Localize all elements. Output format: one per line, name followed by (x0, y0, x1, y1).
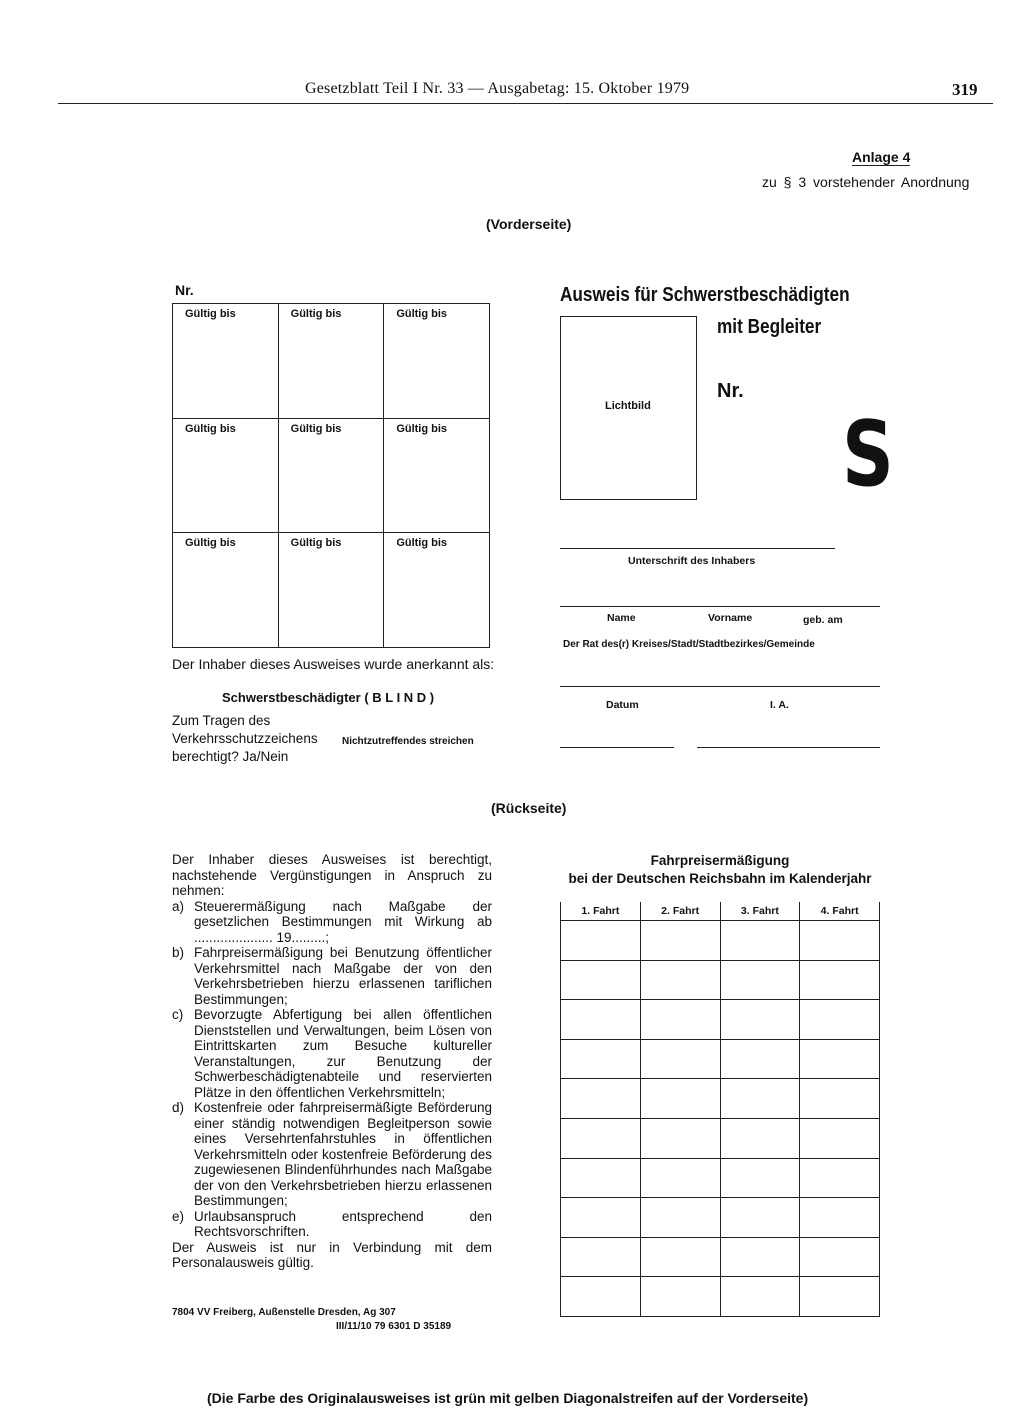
strike-note: Nichtzutreffendes streichen (342, 736, 474, 747)
name-label: Name (607, 612, 636, 624)
benefit-text: Kostenfreie oder fahrpreisermäßigte Beförderung einer ständig notwendigen Begleitperson sowie eines Versehrtenfahrstuhles in öffentlichen Verkehrsmitteln oder kostenfreie Beförderung des zugewiesenen Blindenführhundes nach Maßgabe der von den Verkehrsbetrieben hierzu erlassenen Bestimmungen; (194, 1100, 492, 1208)
journey-row (561, 1158, 880, 1198)
benefit-text: Bevorzugte Abfertigung bei allen öffentlichen Dienststellen und Verwaltungen, beim Lösen von Eintrittskarten zum Besuche kultureller Veranstaltungen, zur Benutzung der Schwerbeschädigtenabteile und reservierten Plätze in den öffentlichen Verkehrsmitteln; (194, 1007, 492, 1100)
journey-stamp-cell (800, 1000, 880, 1040)
journey-row (561, 1277, 880, 1317)
journey-stamp-cell (561, 1158, 641, 1198)
front-side-label: (Vorderseite) (486, 216, 572, 232)
benefit-item (172, 1209, 492, 1240)
benefit-label: e) (172, 1208, 185, 1224)
validity-cell: Gültig bis (384, 304, 490, 419)
validity-cell: Gültig bis (173, 533, 279, 648)
journey-row (561, 1039, 880, 1079)
journey-stamp-cell (720, 1079, 800, 1119)
validity-grid (172, 303, 490, 648)
council-label: Der Rat des(r) Kreises/Stadt/Stadtbezirkes/Gemeinde (563, 639, 815, 650)
back-side-label: (Rückseite) (491, 800, 567, 816)
journey-row (561, 1000, 880, 1040)
journey-row (561, 1198, 880, 1238)
benefit-text: Steuerermäßigung nach Maßgabe der gesetzlichen Bestimmungen mit Wirkung ab ..................... 19.........; (194, 898, 492, 945)
validity-cell: Gültig bis (173, 304, 279, 419)
council-line (560, 686, 880, 687)
validity-cell: Gültig bis (173, 418, 279, 533)
journey-stamp-cell (800, 1039, 880, 1079)
journey-stamp-cell (640, 960, 720, 1000)
date-label: Datum (606, 699, 639, 711)
journey-stamp-cell (561, 1039, 641, 1079)
number-label: Nr. (175, 282, 194, 298)
journey-column-header: 4. Fahrt (800, 902, 880, 921)
header-rule (58, 103, 993, 104)
gazette-header: Gesetzblatt Teil I Nr. 33 — Ausgabetag: 15. Oktober 1979 (305, 80, 690, 97)
sign-question: Zum Tragen des Verkehrsschutzzeichens berechtigt? Ja/Nein (172, 713, 318, 764)
journey-stamp-cell (720, 960, 800, 1000)
journey-row (561, 1118, 880, 1158)
fare-reduction-title (560, 852, 880, 888)
journey-stamp-cell (561, 960, 641, 1000)
journey-stamp-cell (640, 1237, 720, 1277)
journey-stamp-cell (640, 1039, 720, 1079)
journey-stamp-cell (561, 1198, 641, 1238)
signature-line (560, 548, 835, 549)
benefit-label: c) (172, 1007, 184, 1022)
journey-stamp-cell (720, 1277, 800, 1317)
recognition-text: Der Inhaber dieses Ausweises wurde anerkannt als: (172, 656, 495, 672)
footer-color-note: (Die Farbe des Originalausweises ist grün mit gelben Diagonalstreifen auf der Vorderseite) (207, 1390, 809, 1406)
benefit-text: Fahrpreisermäßigung bei Benutzung öffentlicher Verkehrsmittel nach Maßgabe der von den Verkehrsbetrieben hierzu erlassenen tariflichen Bestimmungen; (194, 945, 492, 1007)
journey-stamp-cell (800, 921, 880, 961)
annex-label: Anlage 4 (852, 149, 911, 165)
journey-row (561, 1237, 880, 1277)
annex-reference: zu § 3 vorstehender Anordnung (762, 174, 970, 190)
journey-stamp-cell (720, 1237, 800, 1277)
journey-stamp-cell (800, 1198, 880, 1238)
journey-row (561, 1079, 880, 1119)
benefits-intro: Der Inhaber dieses Ausweises ist berechtigt, nachstehende Vergünstigungen in Anspruch zu nehmen: (172, 852, 492, 898)
journey-stamp-cell (561, 921, 641, 961)
fare-table-body (561, 921, 880, 1317)
journey-stamp-cell (720, 921, 800, 961)
journey-stamp-cell (561, 1237, 641, 1277)
birth-label: geb. am (803, 614, 843, 626)
validity-cell: Gültig bis (384, 533, 490, 648)
journey-stamp-cell (800, 1158, 880, 1198)
printer-imprint (172, 1306, 451, 1334)
first-name-label: Vorname (708, 612, 753, 624)
card-subtitle: mit Begleiter (717, 316, 822, 338)
card-title: Ausweis für Schwerstbeschädigten (560, 284, 850, 306)
journey-stamp-cell (800, 960, 880, 1000)
journey-stamp-cell (640, 1158, 720, 1198)
journey-stamp-cell (640, 1000, 720, 1040)
journey-stamp-cell (720, 1118, 800, 1158)
journey-column-header: 1. Fahrt (561, 902, 641, 921)
benefits-text (172, 852, 492, 1271)
ia-signature-line (697, 747, 880, 748)
journey-stamp-cell (640, 1079, 720, 1119)
ia-label: I. A. (770, 699, 789, 711)
journey-stamp-cell (800, 1277, 880, 1317)
journey-stamp-cell (640, 921, 720, 961)
validity-closing: Der Ausweis ist nur in Verbindung mit dem Personalausweis gültig. (172, 1239, 492, 1270)
category-letter: S (842, 402, 894, 507)
validity-cell: Gültig bis (278, 533, 384, 648)
date-line (560, 747, 674, 748)
printer-line-2: III/11/10 79 6301 D 35189 (336, 1321, 452, 1332)
fare-title-line-1: Fahrpreisermäßigung (650, 853, 790, 868)
benefit-label: a) (172, 898, 185, 914)
photo-label: Lichtbild (605, 400, 651, 412)
benefit-label: d) (172, 1100, 185, 1115)
journey-stamp-cell (720, 1158, 800, 1198)
validity-cell: Gültig bis (278, 304, 384, 419)
signature-label: Unterschrift des Inhabers (628, 555, 756, 567)
benefit-item (172, 945, 492, 1007)
journey-stamp-cell (800, 1237, 880, 1277)
journey-stamp-cell (640, 1277, 720, 1317)
fare-journey-table (560, 902, 880, 1317)
journey-stamp-cell (800, 1079, 880, 1119)
printer-line-1: 7804 VV Freiberg, Außenstelle Dresden, Ag 307 (172, 1307, 396, 1318)
journey-stamp-cell (561, 1118, 641, 1158)
journey-stamp-cell (800, 1118, 880, 1158)
page-number: 319 (952, 80, 978, 99)
card-number-label: Nr. (717, 380, 744, 402)
journey-column-header: 2. Fahrt (640, 902, 720, 921)
benefit-text: Urlaubsanspruch entsprechend den Rechtsvorschriften. (194, 1208, 492, 1239)
journey-stamp-cell (561, 1000, 641, 1040)
journey-stamp-cell (561, 1277, 641, 1317)
journey-stamp-cell (640, 1118, 720, 1158)
name-line (560, 606, 880, 607)
benefit-item (172, 1100, 492, 1209)
journey-stamp-cell (561, 1079, 641, 1119)
validity-cell: Gültig bis (384, 418, 490, 533)
journey-row (561, 960, 880, 1000)
benefit-label: b) (172, 945, 185, 960)
journey-column-header: 3. Fahrt (720, 902, 800, 921)
journey-stamp-cell (720, 1000, 800, 1040)
recognition-value: Schwerstbeschädigter ( B L I N D ) (222, 690, 435, 705)
validity-cell: Gültig bis (278, 418, 384, 533)
journey-stamp-cell (640, 1198, 720, 1238)
journey-stamp-cell (720, 1039, 800, 1079)
journey-row (561, 921, 880, 961)
benefit-item (172, 899, 492, 946)
fare-title-line-2: bei der Deutschen Reichsbahn im Kalenderjahr (568, 871, 872, 886)
journey-stamp-cell (720, 1198, 800, 1238)
benefit-item (172, 1007, 492, 1100)
